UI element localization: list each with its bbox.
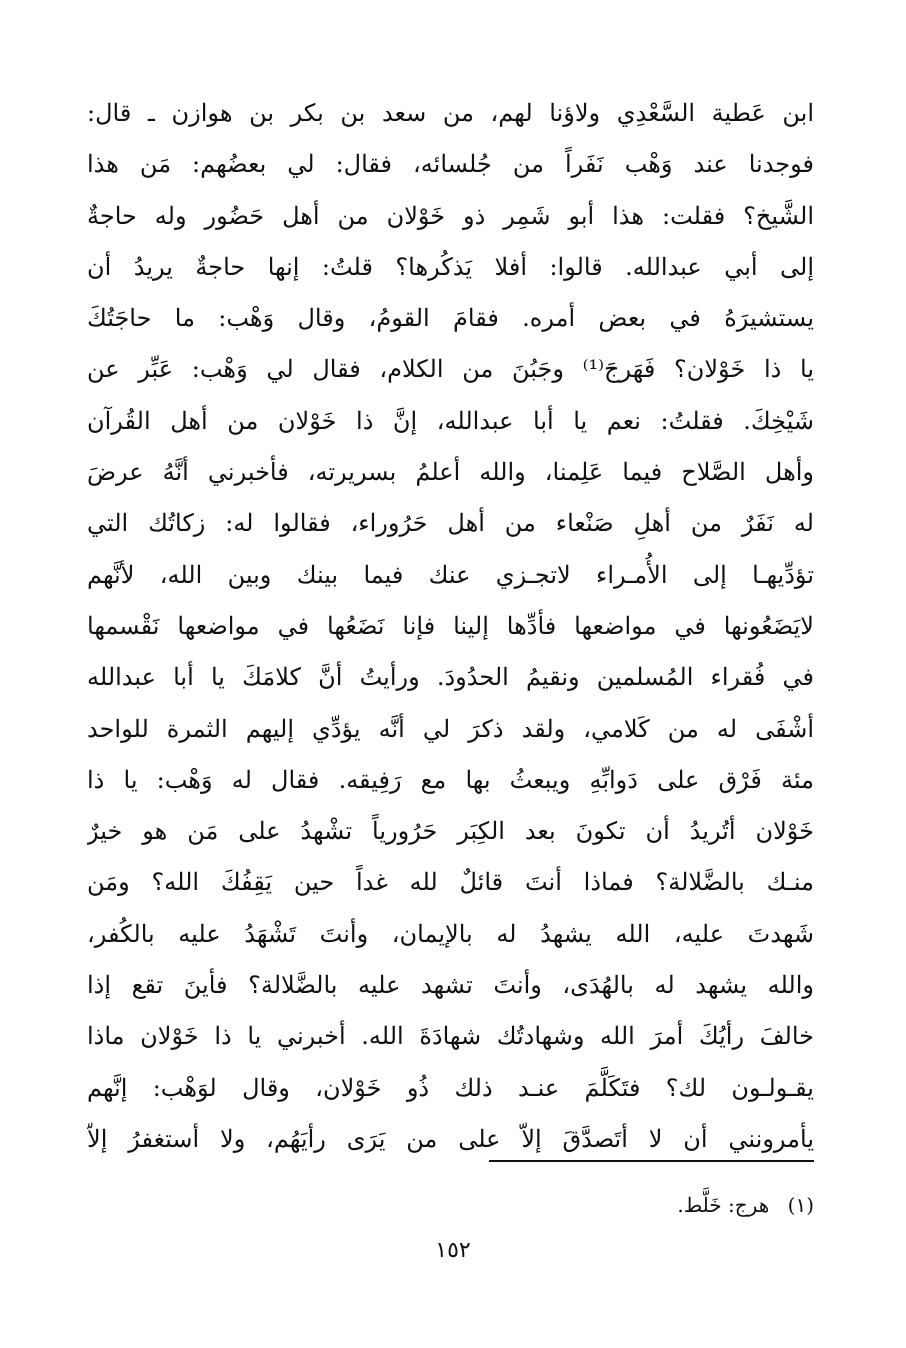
text-line: تؤدِّيهـا إلى الأُمـراء لاتجـزي عنك فيما بينك وبين الله، لأنَّهم (87, 560, 814, 589)
text-line: منـك بالضَّلالة؟ فماذا أنتَ قائلٌ لله غداً حين يَقِفُكَ الله؟ ومَن (87, 868, 814, 897)
text-line: شَهدتَ عليه، الله يشهدُ له بالإيمان، وأنتَ تَشْهَدُ عليه بالكُفر، (87, 919, 814, 948)
text-line: في فُقراء المُسلمين ونقيمُ الحدُودَ. ورأيتُ أنَّ كلامَكَ يا أبا عبدالله (87, 663, 814, 692)
footnote (314, 1190, 814, 1220)
text-line: والله يشهد له بالهُدَى، وأنتَ تشهد عليه بالضَّلالة؟ فأينَ تقع إذا (87, 971, 814, 1000)
footnote-divider (489, 1160, 814, 1162)
text-line: الشَّيخ؟ فقلت: هذا أبو شَمِر ذو خَوْلان من أهل حَضُور وله حاجةٌ (87, 201, 814, 230)
text-line: لايَضَعُونها في مواضعها فأدِّها إلينا فإنا نَضَعُها في مواضعها نَقْسمها (87, 611, 814, 640)
footnote-marker: (١) (787, 1193, 814, 1217)
text-line: ابن عَطية السَّعْدِي ولاؤنا لهم، من سعد بن بكر بن هوازن ـ قال: (87, 99, 814, 127)
text-line: إلى أبي عبدالله. قالوا: أفلا يَذكُرها؟ قلتُ: إنها حاجةٌ يريدُ أن (87, 252, 814, 281)
text-line: يستشيرَهُ في بعض أمره. فقامَ القومُ، وقال وَهْب: ما حاجَتُكَ (87, 304, 814, 333)
text-line: وأهل الصَّلاح فيما عَلِمنا، والله أعلمُ بسريرته، فأخبرني أنَّهُ عرضَ (87, 458, 814, 487)
text-line: شَيْخِكَ. فقلتُ: نعم يا أبا عبدالله، إنَّ ذا خَوْلان من أهل القُرآن (87, 406, 814, 435)
text-line: يأمرونني أن لا أتَصدَّقَ إلاّ على من يَرَى رأيَهُم، ولا أستغفرُ إلاّ (87, 1124, 814, 1153)
text-line: مئة فَرْق على دَوابِّهِ ويبعثُ بها مع رَفِيقه. فقال له وَهْب: يا ذا (87, 765, 814, 794)
body-text (87, 88, 814, 1165)
footnote-text: هرج: خَلَّط. (677, 1193, 770, 1217)
page-number: ١٥٢ (435, 1238, 471, 1263)
text-line: خَوْلان أتُريدُ أن تكونَ بعد الكِبَر حَرُورياً تشْهدُ على مَن هو خيرٌ (87, 817, 814, 846)
text-line: أشْفَى له من كَلامي، ولقد ذكرَ لي أنَّه يؤدِّي إليهم الثمرة للواحد (87, 714, 814, 743)
text-line: يا ذا خَوْلان؟ فَهَرجَ⁽¹⁾ وجَبُنَ من الكلام، فقال لي وَهْب: عَبِّر عن (87, 355, 814, 384)
text-line: خالفَ رأيُكَ أمرَ الله وشهادتُك شهادَةَ الله. أخبرني يا ذا خَوْلان ماذا (87, 1022, 814, 1051)
text-line: يقـولـون لك؟ فتَكَلَّمَ عنـد ذلك ذُو خَوْلان، وقال لوَهْب: إنَّهم (87, 1073, 814, 1102)
text-line: له نَفَرٌ من أهلِ صَنْعاء من أهل حَرُوراء، فقالوا له: زكاتُك التي (87, 509, 814, 538)
text-line: فوجدنا عند وَهْب نَفَراً من جُلسائه، فقال: لي بعضُهم: مَن هذا (87, 150, 814, 179)
